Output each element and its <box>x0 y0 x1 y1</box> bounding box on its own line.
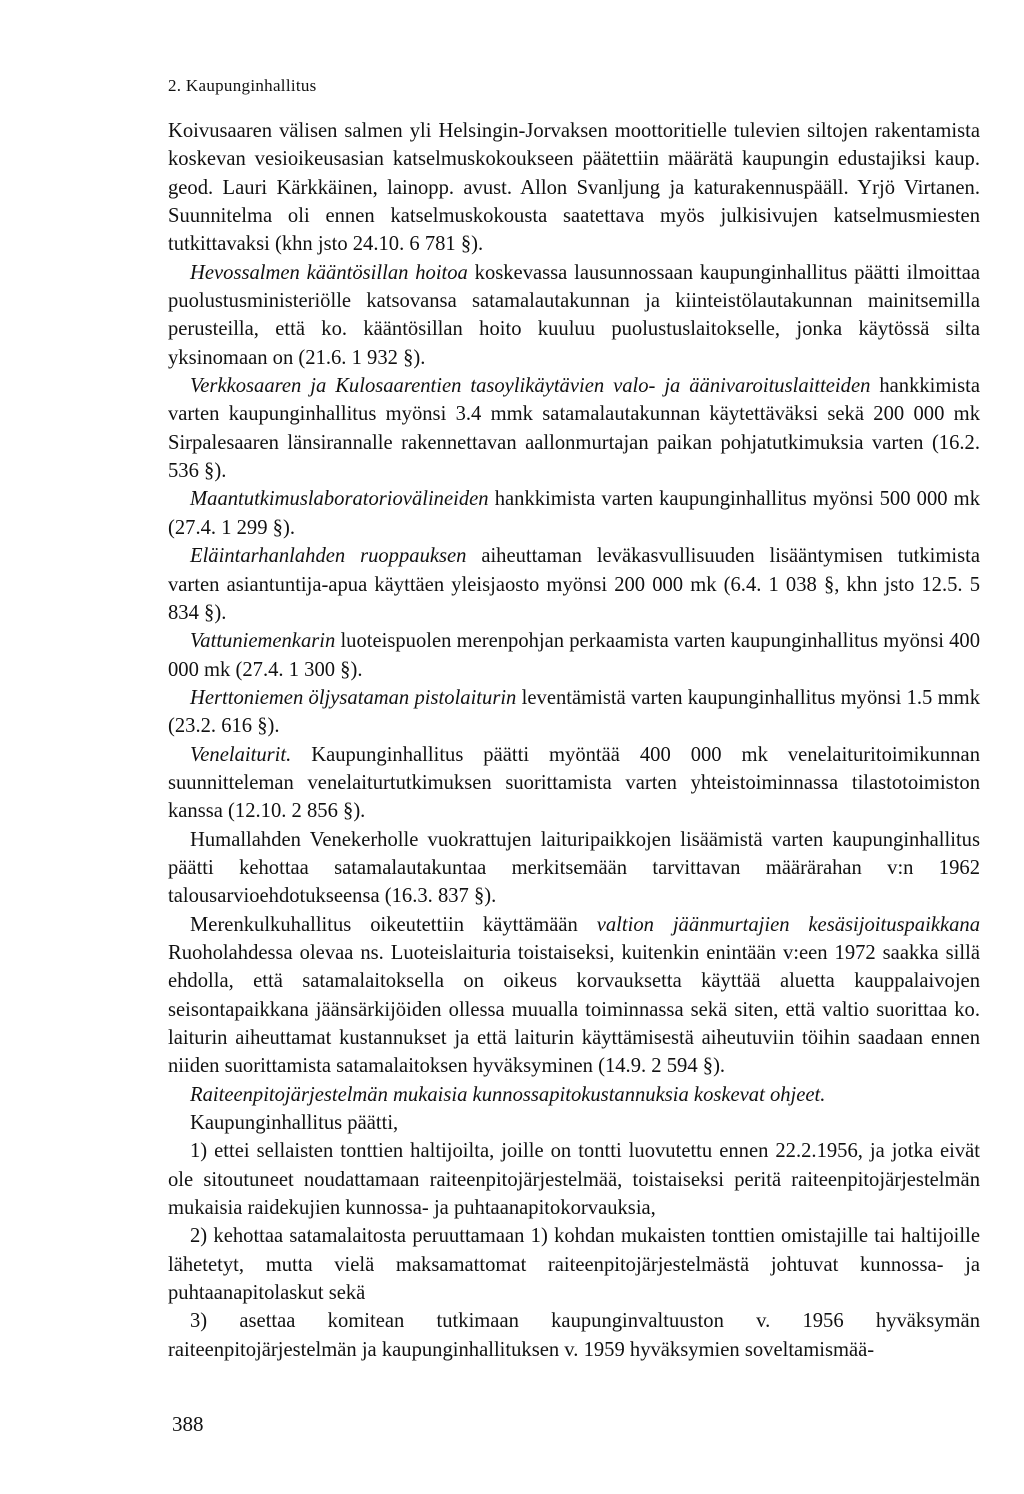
paragraph-title: Hevossalmen kääntösillan hoitoa <box>190 261 468 284</box>
paragraph-title: Verkkosaaren ja Kulosaarentien tasoylikäytävien valo- ja äänivaroituslaitteiden <box>190 375 871 398</box>
paragraph <box>168 117 980 259</box>
paragraph-intro: Merenkulkuhallitus oikeutettiin käyttämään <box>190 913 597 936</box>
paragraph-text: luoteispuolen merenpohjan perkaamista varten kaupunginhallitus myönsi 400 000 mk (27.4. 1 300 §). <box>168 630 980 681</box>
paragraph-text: Kaupunginhallitus päätti myöntää 400 000 mk venelaituritoimikunnan suunnitteleman venelaiturtutkimuksen suorittamista varten yhteistoiminnassa tilastotoimiston kanssa (12.10. 2 856 §). <box>168 743 980 823</box>
paragraph <box>168 826 980 911</box>
section-heading <box>168 1081 980 1109</box>
paragraph-text: 3) asettaa komitean tutkimaan kaupunginvaltuuston v. 1956 hyväksymän raiteenpitojärjestelmän ja kaupunginhallituksen v. 1959 hyväksymien soveltamismää- <box>168 1310 980 1361</box>
paragraph-title: Raiteenpitojärjestelmän mukaisia kunnossapitokustannuksia koskevat ohjeet. <box>190 1083 826 1106</box>
body-text <box>168 117 980 1364</box>
paragraph-text: Koivusaaren välisen salmen yli Helsingin-Jorvaksen moottoritielle tulevien siltojen rakentamista koskevan vesioikeusasian katselmuskokoukseen päätettiin määrätä kaupungin edustajiksi kaup. geod. Lauri Kärkkäinen, lainopp. avust. Allon Svanljung ja katurakennuspääll. Yrjö Virtanen. Suunnitelma oli ennen katselmuskokousta saatettava myös julkisivujen katselmusmiesten tutkittavaksi (khn jsto 24.10. 6 781 §). <box>168 120 980 256</box>
paragraph <box>168 627 980 684</box>
paragraph-text: aiheuttaman leväkasvullisuuden lisääntymisen tutkimista varten asiantuntija-apua käyttäen yleisjaosto myönsi 200 000 mk (6.4. 1 038 §, khn jsto 12.5. 5 834 §). <box>168 545 980 624</box>
paragraph <box>168 741 980 826</box>
paragraph-title: valtion jäänmurtajien kesäsijoituspaikkana <box>596 913 981 936</box>
paragraph-text: 2) kehottaa satamalaitosta peruuttamaan 1) kohdan mukaisten tonttien omistajille tai haltijoille lähetetyt, mutta vielä maksamattomat raiteenpitojärjestelmästä johtuvat kunnossa- ja puhtaanapitolaskut sekä <box>168 1225 980 1305</box>
page-number: 388 <box>172 1412 204 1436</box>
paragraph-text: hankkimista varten kaupunginhallitus myönsi 500 000 mk (27.4. 1 299 §). <box>168 488 980 539</box>
paragraph <box>168 1109 980 1137</box>
list-item <box>168 1222 980 1307</box>
paragraph-title: Eläintarhanlahden ruoppauksen <box>190 545 467 568</box>
paragraph <box>168 485 980 542</box>
paragraph-title: Herttoniemen öljysataman pistolaiturin <box>190 686 517 709</box>
paragraph-title: Vattuniemenkarin <box>190 630 336 653</box>
paragraph-text: koskevassa lausunnossaan kaupunginhallitus päätti ilmoittaa puolustusministeriölle katsovansa satamalautakunnan ja kiinteistölautakunnan mainitsemilla perusteilla, että ko. kääntösillan hoito kuuluu puolustuslaitokselle, jonka käytössä silta yksinomaan on (21.6. 1 932 §). <box>168 261 980 369</box>
paragraph <box>168 542 980 627</box>
paragraph <box>168 259 980 372</box>
paragraph <box>168 911 980 1081</box>
paragraph-title: Maantutkimuslaboratoriovälineiden <box>190 488 489 511</box>
paragraph-text: hankkimista varten kaupunginhallitus myönsi 3.4 mmk satamalautakunnan käytettäväksi sekä 200 000 mk Sirpalesaaren länsirannalle rakennettavan aallonmurtajan paikan pohjatutkimuksia varten (16.2. 536 §). <box>168 375 980 483</box>
list-item <box>168 1137 980 1222</box>
paragraph <box>168 372 980 485</box>
paragraph-title: Venelaiturit. <box>190 743 292 766</box>
paragraph-text: Ruoholahdessa olevaa ns. Luoteislaituria toistaiseksi, kuitenkin enintään v:een 1972 saakka sillä ehdolla, että satamalaitoksella on oikeus korvauksetta käyttää aluetta kauppalaivojen seisontapaikkana jäänsärkijöiden ollessa muualla toiminnassa sekä siten, että valtio suorittaa ko. laiturin aiheuttamat kustannukset ja että laiturin käyttämisestä aiheutuviin töihin saadaan ennen niiden suorittamista satamalaitoksen hyväksyminen (14.9. 2 594 §). <box>168 941 980 1078</box>
paragraph-text: Humallahden Venekerholle vuokrattujen laituripaikkojen lisäämistä varten kaupunginhallitus päätti kehottaa satamalautakuntaa merkitsemään tarvittavan määrärahan v:n 1962 talousarvioehdotukseensa (16.3. 837 §). <box>168 828 980 908</box>
paragraph-text: Kaupunginhallitus päätti, <box>190 1112 399 1135</box>
paragraph <box>168 684 980 741</box>
paragraph-text: 1) ettei sellaisten tonttien haltijoilta, joille on tontti luovutettu ennen 22.2.1956, ja jotka eivät ole sitoutuneet noudattamaan raiteenpitojärjestelmää, toistaiseksi peritä raiteenpitojärjestelmän mukaisia raidekujien kunnossa- ja puhtaanapitokorvauksia, <box>168 1140 980 1220</box>
paragraph-text: leventämistä varten kaupunginhallitus myönsi 1.5 mmk (23.2. 616 §). <box>168 686 980 738</box>
running-head: 2. Kaupunginhallitus <box>168 76 317 95</box>
list-item <box>168 1307 980 1364</box>
